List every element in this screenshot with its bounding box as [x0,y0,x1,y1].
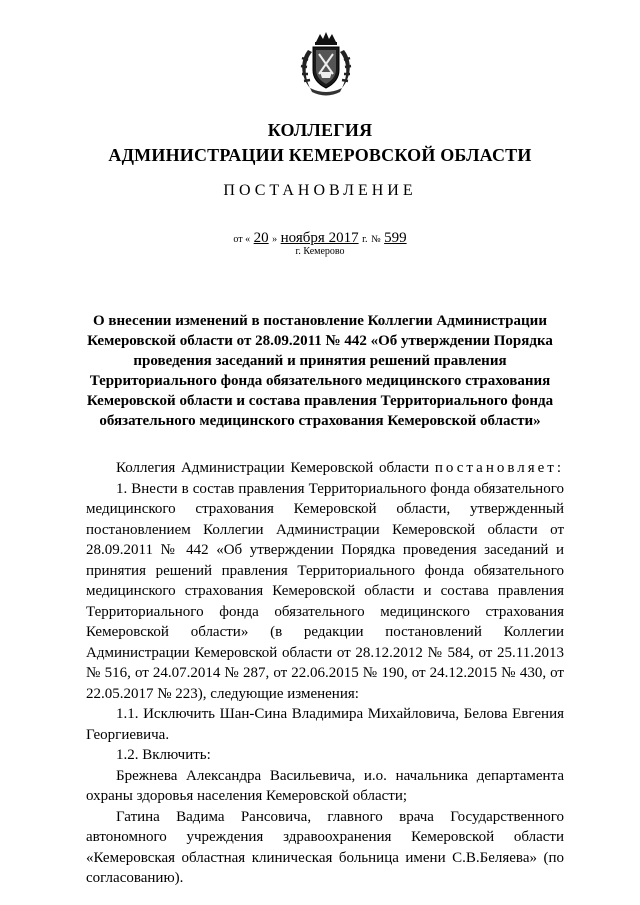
body-line: Территориального фонда обязательного медицинского страхования [86,603,564,620]
body-line: согласованию). [86,870,184,886]
body-line: 1. Внести в состав правления Территориального фонда обязательного [116,480,564,497]
body-line: 1.1. Исключить Шан-Сина Владимира Михайловича, Белова Евгения [116,706,564,722]
body-line: 1.2. Включить: [116,747,211,763]
intro-text: Коллегия Администрации Кемеровской области [116,460,430,476]
body-line: постановлением Коллегии Администрации Кемеровской области от [86,521,564,538]
document-body [86,458,564,889]
body-intro [86,458,564,479]
date-prefix: от « [233,234,251,245]
document-title [80,311,560,431]
date-year-suffix: г. [362,234,368,245]
body-line: Брежнева Александра Васильевича, и.о. начальника департамента [116,767,564,784]
body-line: 28.09.2011 № 442 «Об утверждении Порядка проведения заседаний и [86,542,564,558]
title-line: О внесении изменений в постановление Коллегии Администрации [93,313,547,329]
document-date [0,230,640,247]
title-line: Кемеровской области от 28.09.2011 № 442 «Об утверждении Порядка [87,333,553,349]
intro-resolves: постановляет: [434,460,565,476]
title-line: Кемеровской области и состава правления Территориального фонда [86,393,554,409]
date-separator: » [272,234,278,245]
document-type: ПОСТАНОВЛЕНИЕ [223,182,417,199]
document-city: г. Кемерово [295,246,345,257]
date-month-year: ноября 2017 [280,230,359,246]
body-line: Гатина Вадима Рансовича, главного врача Государственного [116,808,564,825]
title-line: Территориального фонда обязательного медицинского страхования [89,373,551,389]
body-line: медицинского страхования Кемеровской области и состава правления [86,583,564,599]
body-line: № 516, от 24.07.2014 № 287, от 22.06.2015 № 190, от 24.12.2015 № 430, от [86,665,564,681]
body-line: Георгиевича. [86,726,170,743]
title-line: проведения заседаний и принятия решений правления [133,353,507,369]
body-line: Кемеровской области» (в редакции постановлений Коллегии [86,624,564,640]
body-line: «Кемеровская областная клиническая больница имени С.В.Беляева» (по [86,849,564,866]
coat-of-arms-emblem [290,28,362,100]
org-title-line1: КОЛЛЕГИЯ [267,120,373,140]
body-line: 22.05.2017 № 223), следующие изменения: [86,685,359,702]
body-line: медицинского страхования Кемеровской области, утвержденный [86,501,564,517]
date-day: 20 [253,230,269,246]
title-line: обязательного медицинского страхования Кемеровской области» [99,413,541,429]
body-line: Администрации Кемеровской области от 28.12.2012 № 584, от 25.11.2013 [86,644,564,661]
body-line: автономного учреждения здравоохранения Кемеровской области [86,829,564,845]
number-sign: № [371,234,381,245]
org-title-line2: АДМИНИСТРАЦИИ КЕМЕРОВСКОЙ ОБЛАСТИ [108,145,532,165]
body-line: охраны здоровья населения Кемеровской области; [86,788,408,804]
document-number: 599 [384,230,407,246]
body-line: принятия решений правления Территориального фонда обязательного [86,562,564,579]
